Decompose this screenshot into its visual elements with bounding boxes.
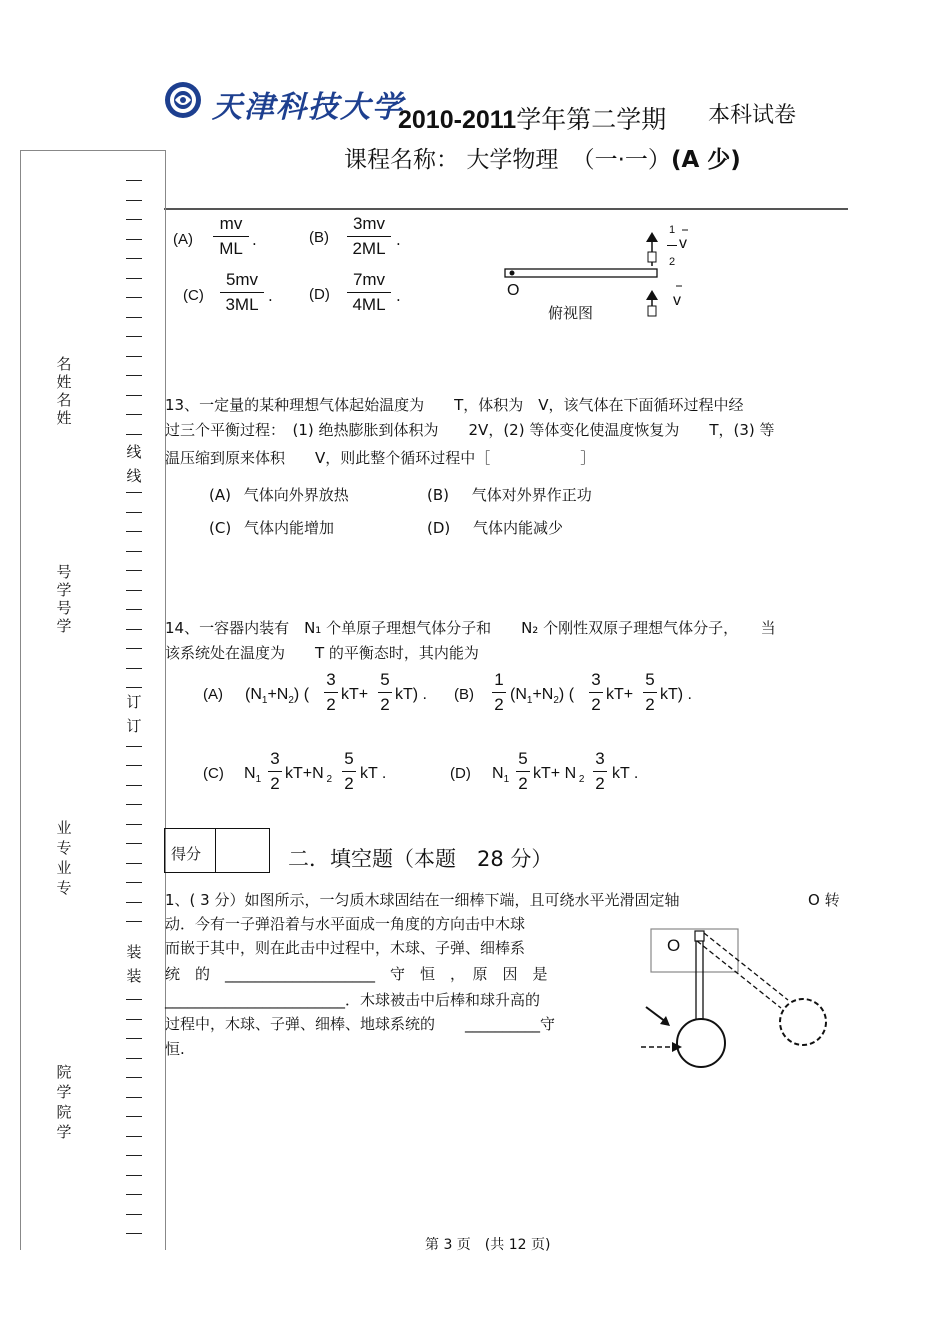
- binding-dash: [126, 804, 142, 805]
- q14-b-frac1: 3 2: [589, 670, 603, 715]
- binding-dash: [126, 882, 142, 883]
- binding-dash: [126, 1136, 142, 1137]
- binding-dash: [126, 1058, 142, 1059]
- q14-line-1: 14、一容器内装有 N₁ 个单原子理想气体分子和 N₂ 个刚性双原子理想气体分子， 当: [165, 619, 776, 637]
- q12-a-num: mv: [219, 214, 243, 233]
- binding-dash: [126, 395, 142, 396]
- binding-dash: [126, 824, 142, 825]
- q14-d-n1: $N_1$: [492, 765, 510, 786]
- q14-b-frac0: 1 2: [492, 670, 506, 715]
- q14-c-frac2: 5 2: [342, 749, 356, 794]
- binding-id-label: 号学号学: [56, 563, 72, 635]
- q13-b-text: 气体对外界作正功: [471, 486, 592, 504]
- binding-dash: [126, 297, 142, 298]
- binding-dash: [126, 531, 142, 532]
- binding-dash: [126, 570, 142, 571]
- binding-dash: [126, 200, 142, 201]
- binding-dash: [126, 180, 142, 181]
- binding-dash: [126, 512, 142, 513]
- binding-dash: [126, 278, 142, 279]
- q12-option-c-fraction: [220, 270, 264, 315]
- fill1-line-3: 而嵌于其中，则在此击中过程中，木球、子弹、细棒系: [165, 939, 526, 957]
- q14-b-end: kT) .: [660, 686, 692, 703]
- binding-dash: [126, 1194, 142, 1195]
- q12-c-num: 5mv: [225, 270, 259, 289]
- q12-d-den: 4ML: [352, 295, 386, 314]
- q14-option-d-label: (D): [450, 765, 471, 782]
- q12-fig-o-label: O: [507, 282, 520, 299]
- score-label: 得分: [171, 845, 202, 863]
- q14-d-end: kT .: [612, 765, 639, 782]
- q13-line-2: 过三个平衡过程： (1) 绝热膨胀到体积为 2V，(2) 等体变化使温度恢复为 T，(3) 等: [165, 421, 775, 439]
- score-box-divider: [215, 829, 216, 872]
- q13-option-c: [209, 517, 334, 538]
- course-paren: （一·一）: [571, 147, 671, 173]
- page-footer: 第 3 页 (共 12 页): [425, 1237, 551, 1253]
- course-name: 大学物理: [466, 147, 559, 173]
- q12-option-a-label: (A): [173, 231, 193, 248]
- binding-name-label: 名姓名姓: [56, 355, 72, 427]
- q14-a-end: kT) .: [395, 686, 427, 703]
- binding-major-label: 业专业专: [56, 819, 72, 897]
- binding-dash: [126, 785, 142, 786]
- binding-dash: [126, 648, 142, 649]
- q12-b-num: 3mv: [352, 214, 386, 233]
- binding-dash: [126, 999, 142, 1000]
- fill1-line-2: 动．今有一子弹沿着与水平面成一角度的方向击中木球: [165, 915, 526, 933]
- q14-a-frac2: 5 2: [378, 670, 392, 715]
- binding-college-label: 院学院学: [56, 1063, 72, 1141]
- q14-c-frac1: 3 2: [268, 749, 282, 794]
- q14-c-end: kT .: [360, 765, 387, 782]
- binding-dash: [126, 219, 142, 220]
- score-box: [164, 828, 270, 873]
- q12-b-den: 2ML: [352, 239, 386, 258]
- term-suffix: 学年第二学期: [516, 105, 667, 134]
- q14-d-mid: kT+ N $_2$: [533, 765, 585, 786]
- binding-ding-chars: 订订: [125, 690, 143, 738]
- q13-a-text: 气体向外界放热: [243, 486, 349, 504]
- q12-a-tail: .: [252, 231, 257, 249]
- header-rule: [164, 208, 848, 210]
- q14-option-b-expr: $(N_1+N_2)$ (: [510, 686, 575, 707]
- q14-a-frac1: 3 2: [324, 670, 338, 715]
- q14-line-2: 该系统处在温度为 T 的平衡态时，其内能为: [165, 644, 479, 662]
- q12-fig-v-top-den: 2: [669, 256, 676, 268]
- q12-c-den: 3ML: [225, 295, 259, 314]
- fill1-line-7: 恒.: [165, 1040, 185, 1058]
- binding-dash: [126, 629, 142, 630]
- q13-d-label: (D): [427, 519, 451, 537]
- university-logo: [163, 80, 203, 120]
- fill1-line-4: 统 的 ____________________ 守 恒 ， 原 因 是: [165, 965, 548, 983]
- university-name: 天津科技大学: [212, 90, 404, 125]
- fill1-line-1: 1、( 3 分）如图所示，一匀质木球固结在一细棒下端，且可绕水平光滑固定轴: [165, 891, 680, 909]
- q13-c-label: (C): [209, 519, 232, 537]
- binding-dash: [126, 1214, 142, 1215]
- binding-dash: [126, 239, 142, 240]
- binding-dash: [126, 843, 142, 844]
- binding-dash: [126, 687, 142, 688]
- q14-option-a-label: (A): [203, 686, 223, 703]
- fill1-fig-o-label: O: [667, 936, 681, 955]
- q12-fig-v-bottom: v: [673, 292, 681, 309]
- q13-option-b: [427, 484, 592, 505]
- binding-dash: [126, 1155, 142, 1156]
- binding-dash: [126, 590, 142, 591]
- q13-line-1: 13、一定量的某种理想气体起始温度为 T，体积为 V，该气体在下面循环过程中经: [165, 396, 744, 414]
- q14-d-frac2: 3 2: [593, 749, 607, 794]
- binding-dash: [126, 336, 142, 337]
- q12-fig-caption: 俯视图: [548, 304, 594, 322]
- binding-dash: [126, 1233, 142, 1234]
- binding-dash: [126, 921, 142, 922]
- q12-option-b-label: (B): [309, 229, 329, 246]
- binding-dash: [126, 414, 142, 415]
- q13-option-d: [427, 517, 563, 538]
- q12-a-den: ML: [219, 239, 243, 258]
- binding-dash: [126, 1116, 142, 1117]
- binding-border-left: [20, 150, 21, 1250]
- binding-dash: [126, 492, 142, 493]
- fill1-o-axis: O 转: [808, 891, 840, 909]
- q13-b-label: (B): [427, 486, 449, 504]
- course-line: [344, 141, 741, 174]
- q12-d-num: 7mv: [352, 270, 386, 289]
- q12-option-a-fraction: [213, 214, 249, 259]
- q12-fig-v-top: v: [679, 235, 687, 252]
- exam-type: 本科试卷: [708, 103, 797, 128]
- q13-option-a: [209, 484, 349, 505]
- q12-option-d-label: (D): [309, 286, 330, 303]
- q14-option-a-expr: $(N_1+N_2)$ (: [245, 686, 310, 707]
- section-2-title: 二．填空题（本题 28 分）: [288, 847, 553, 871]
- q12-c-tail: .: [268, 287, 273, 305]
- q13-c-text: 气体内能增加: [243, 519, 334, 537]
- binding-dash: [126, 1097, 142, 1098]
- binding-dash: [126, 746, 142, 747]
- q12-fig-fraction-bar: [667, 245, 677, 246]
- q12-option-b-fraction: [347, 214, 391, 259]
- binding-dash: [126, 551, 142, 552]
- binding-dash: [126, 765, 142, 766]
- binding-dash: [126, 609, 142, 610]
- binding-dash: [126, 1038, 142, 1039]
- binding-dash: [126, 1175, 142, 1176]
- binding-dash: [126, 902, 142, 903]
- binding-dash: [126, 317, 142, 318]
- binding-dash: [126, 1019, 142, 1020]
- binding-dash: [126, 863, 142, 864]
- q14-b-frac2: 5 2: [643, 670, 657, 715]
- q14-option-c-label: (C): [203, 765, 224, 782]
- course-variant: (A 少): [670, 147, 741, 173]
- q12-option-d-fraction: [347, 270, 391, 315]
- binding-dash: [126, 668, 142, 669]
- q14-c-mid: kT+N $_2$: [285, 765, 333, 786]
- q14-a-mid: kT+: [341, 686, 369, 703]
- binding-dash: [126, 434, 142, 435]
- q12-fig-v-top-num: 1: [669, 224, 676, 236]
- q13-d-text: 气体内能减少: [473, 519, 564, 537]
- fill1-line-5: ________________________．木球被击中后棒和球升高的: [165, 991, 541, 1009]
- binding-border-right: [165, 150, 166, 1250]
- q12-b-tail: .: [396, 231, 401, 249]
- q13-a-label: (A): [209, 486, 231, 504]
- binding-dash: [126, 1077, 142, 1078]
- term-line: [398, 100, 666, 136]
- q13-line-3: 温压缩到原来体积 V，则此整个循环过程中［ ］: [165, 449, 596, 467]
- binding-zhuang-chars: 装装: [125, 940, 143, 988]
- q14-d-frac1: 5 2: [516, 749, 530, 794]
- course-label: 课程名称：: [344, 147, 459, 173]
- q14-b-mid: kT+: [606, 686, 634, 703]
- binding-border-top: [20, 150, 165, 151]
- q14-c-n1: $N_1$: [244, 765, 262, 786]
- fill1-line-6: 过程中，木球、子弹、细棒、地球系统的 __________守: [165, 1015, 556, 1033]
- q12-option-c-label: (C): [183, 287, 204, 304]
- q14-option-b-label: (B): [454, 686, 474, 703]
- q12-d-tail: .: [396, 287, 401, 305]
- binding-dash: [126, 356, 142, 357]
- emblem-icon: [163, 80, 203, 120]
- binding-dash: [126, 258, 142, 259]
- binding-dash: [126, 375, 142, 376]
- term-years: 2010-2011: [398, 106, 517, 134]
- binding-line-chars: 线线: [125, 440, 143, 488]
